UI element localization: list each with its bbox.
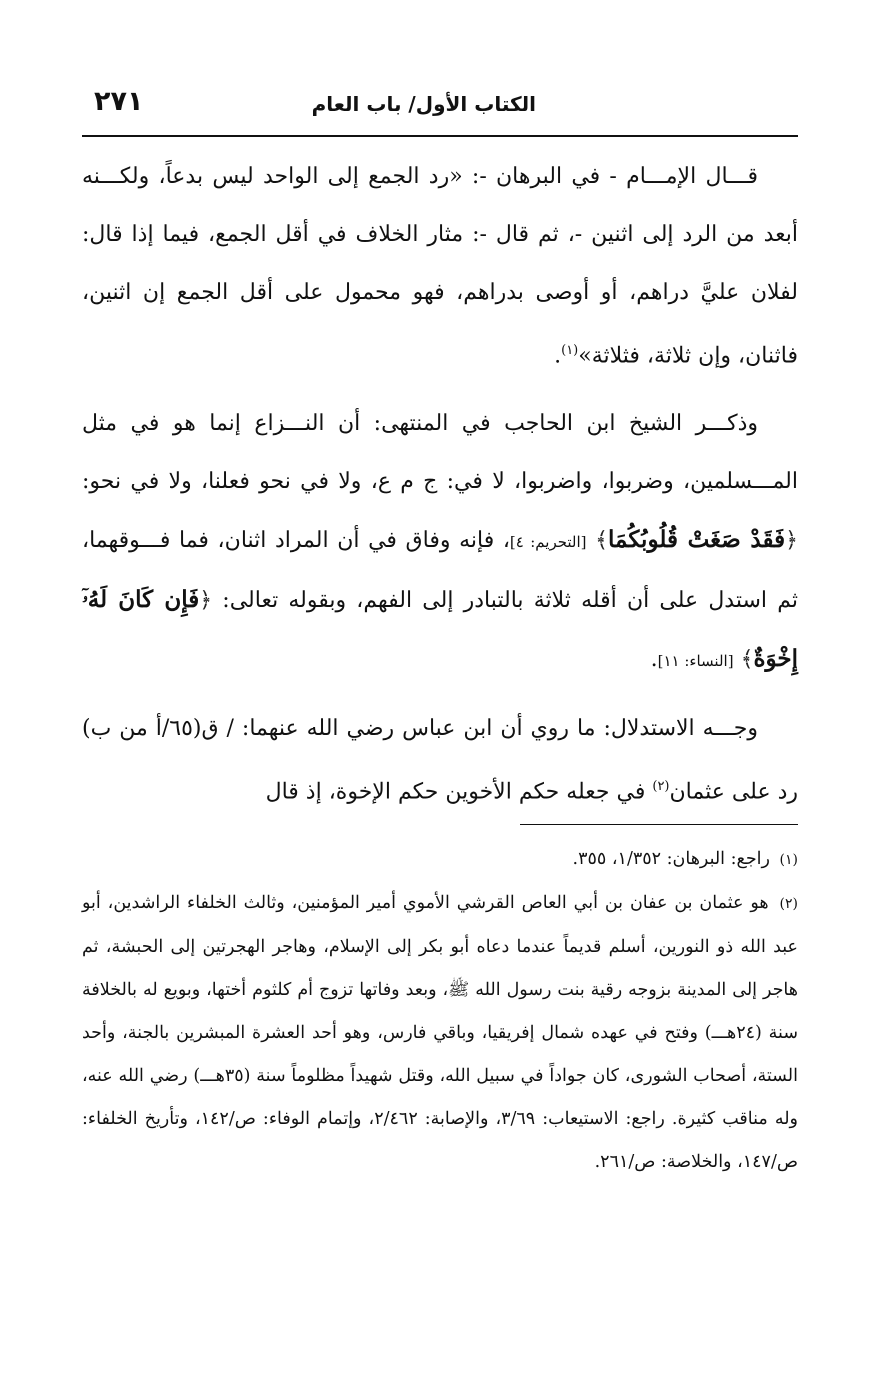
paragraph-2	[82, 395, 798, 690]
footnote-text: هو عثمان بن عفان بن أبي العاص القرشي الأموي أمير المؤمنين، وثالث الخلفاء الراشدين، أبو عبد الله ذو النورين، أسلم قديماً عندما دعاه أبو بكر إلى الإسلام، وهاجر الهجرتين إلى الحبشة، ثم هاجر إلى المدينة بزوجه رقية بنت رسول الله ﷺ، وبعد وفاتها تزوج أم كلثوم أختها، وبويع له بالخلافة سنة (٢٤هـــ) وفتح في عهده شمال إفريقيا، وباقي فارس، وهو أحد العشرة المبشرين بالجنة، وأحد الستة، أصحاب الشورى، كان جواداً في سبيل الله، وقتل شهيداً مظلوماً سنة (٣٥هـــ) رضي الله عنه، وله مناقب كثيرة. راجع: الاستيعاب: ٣/٦٩، والإصابة: ٢/٤٦٢، وإتمام الوفاء: ص/١٤٢، وتأريخ الخلفاء: ص/١٤٧، والخلاصة: ص/٢٦١.	[82, 893, 799, 1172]
header-rule	[82, 135, 798, 137]
quran-bracket-close-icon: ﴾	[740, 647, 754, 673]
paragraph-3-text-b: في جعله حكم الأخوين حكم الإخوة، إذ قال	[265, 779, 646, 805]
quran-verse-2: فَإِن كَانَ لَهُۥٓ إِخْوَةٌ	[82, 586, 798, 673]
quran-bracket-open-icon: ﴿	[199, 588, 213, 614]
footnote-rule	[520, 824, 798, 825]
quran-bracket-close-icon: ﴾	[595, 528, 609, 554]
footnotes	[82, 838, 798, 1184]
footnote-marker-1: (١)	[561, 343, 579, 358]
footnote-2	[82, 882, 798, 1184]
running-title: الكتاب الأول/ باب العام	[311, 92, 536, 116]
quran-verse-1: فَقَدْ صَغَتْ قُلُوبُكُمَا	[608, 526, 786, 554]
paragraph-2-text-b: ، فإنه وفاق في أن المراد اثنان، فما فـــوقهما، ثم استدل على أن أقله ثلاثة بالتبادر إلى الفهم، وبقوله تعالى:	[82, 528, 798, 614]
paragraph-2-text-a: وذكـــر الشيخ ابن الحاجب في المنتهى: أن النـــزاع إنما هو في مثل المـــسلمين، وضربوا، واضربوا، لا في: ج م ع، ولا في نحو فعلنا، ولا في نحو:	[82, 411, 798, 495]
page-number: ٢٧١	[94, 86, 144, 117]
footnote-1	[82, 838, 798, 882]
main-text	[82, 148, 798, 832]
quran-bracket-open-icon: ﴿	[785, 528, 798, 554]
footnote-text: راجع: البرهان: ١/٣٥٢، ٣٥٥.	[572, 849, 770, 869]
verse-reference-1: [التحريم: ٤]	[509, 533, 587, 552]
paragraph-1-text: قـــال الإمـــام - في البرهان -: «رد الجمع إلى الواحد ليس بدعاً، ولكـــنه أبعد من الرد إلى اثنين -، ثم قال -: مثار الخلاف في أقل الجمع، فيما إذا قال: لفلان عليَّ دراهم، أو أوصى بدراهم، فهو محمول على أقل الجمع إن اثنين، فاثنان، وإن ثلاثة، فثلاثة»	[82, 164, 798, 369]
paragraph-1	[82, 148, 798, 385]
verse-reference-2: [النساء: ١١]	[657, 652, 734, 671]
paragraph-2-end: .	[650, 647, 658, 673]
paragraph-1-end: .	[554, 343, 562, 369]
paragraph-3-text-a: وجـــه الاستدلال: ما روي أن ابن عباس رضي الله عنهما: / ق(٦٥/أ من ب) رد على عثمان	[82, 716, 798, 805]
footnote-number: (٢)	[779, 896, 798, 912]
footnote-marker-2: (٢)	[652, 779, 670, 795]
paragraph-3	[82, 700, 798, 821]
page-header	[82, 86, 798, 126]
footnote-number: (١)	[779, 852, 798, 868]
